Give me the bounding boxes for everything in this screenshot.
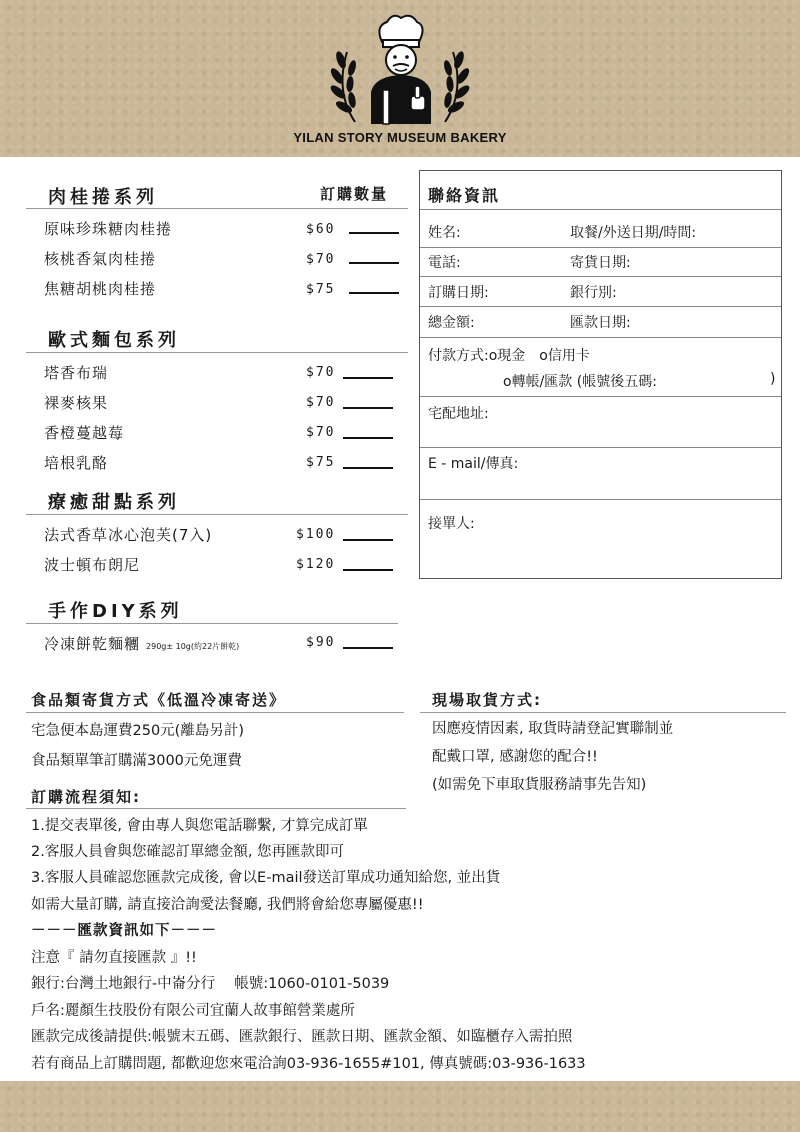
- item-name: 塔香布瑞: [44, 364, 109, 382]
- order-date-label[interactable]: 訂購日期:: [428, 285, 489, 301]
- item-name: 波士頓布朗尼: [44, 556, 141, 574]
- contact-divider: [420, 396, 781, 397]
- quantity-blank[interactable]: [343, 467, 393, 469]
- shipping-title: 食品類寄貨方式《低溫冷凍寄送》: [31, 691, 287, 709]
- receiver-label[interactable]: 接單人:: [428, 516, 475, 532]
- remit-bank: 銀行:台灣土地銀行-中崙分行 帳號:1060-0101-5039: [31, 976, 390, 992]
- quantity-blank[interactable]: [343, 377, 393, 379]
- quantity-blank[interactable]: [343, 569, 393, 571]
- item-name: 原味珍珠糖肉桂捲: [44, 220, 173, 238]
- process-step: 2.客服人員會與您確認訂單總金額, 您再匯款即可: [31, 844, 345, 860]
- brand-name: YILAN STORY MUSEUM BAKERY: [293, 130, 507, 145]
- address-label[interactable]: 宅配地址:: [428, 406, 489, 422]
- item-price: $60: [306, 222, 336, 237]
- contact-divider: [420, 247, 781, 248]
- section-divider: [26, 623, 398, 624]
- footer-band: [0, 1081, 800, 1132]
- phone-label[interactable]: 電話:: [428, 255, 461, 271]
- payment-method-label[interactable]: 付款方式:o現金 o信用卡: [428, 348, 590, 364]
- section-title-desserts: 療癒甜點系列: [48, 492, 180, 513]
- item-name: 核桃香氣肉桂捲: [44, 250, 157, 268]
- shipping-divider: [26, 712, 404, 713]
- item-name-text: 冷凍餅乾麵糰: [44, 635, 141, 653]
- order-quantity-header: 訂購數量: [320, 185, 389, 203]
- contact-divider: [420, 499, 781, 500]
- process-step: 如需大量訂購, 請直接洽詢愛法餐廳, 我們將會給您專屬優惠!!: [31, 897, 424, 913]
- contact-divider: [420, 447, 781, 448]
- pickup-title: 現場取貨方式:: [432, 691, 542, 709]
- item-price: $70: [306, 252, 336, 267]
- contact-title: 聯絡資訊: [428, 186, 501, 205]
- transfer-close-paren: ): [770, 371, 776, 387]
- contact-divider: [420, 337, 781, 338]
- total-label[interactable]: 總金額:: [428, 315, 475, 331]
- section-divider: [26, 514, 408, 515]
- quantity-blank[interactable]: [343, 647, 393, 649]
- section-title-diy: 手作DIY系列: [48, 601, 183, 622]
- process-step: 1.提交表單後, 會由專人與您電話聯繫, 才算完成訂單: [31, 818, 368, 834]
- contact-divider: [420, 276, 781, 277]
- item-price: $90: [306, 635, 336, 650]
- shipping-line: 宅急便本島運費250元(離島另計): [31, 723, 244, 739]
- item-name: 培根乳酪: [44, 454, 109, 472]
- process-step: 3.客服人員確認您匯款完成後, 會以E-mail發送訂單成功通知給您, 並出貨: [31, 870, 501, 886]
- quantity-blank[interactable]: [349, 232, 399, 234]
- pickup-date-label[interactable]: 取餐/外送日期/時間:: [570, 225, 697, 241]
- contact-info-box: [419, 170, 782, 579]
- quantity-blank[interactable]: [343, 407, 393, 409]
- process-title: 訂購流程須知:: [31, 788, 141, 806]
- section-divider: [26, 352, 408, 353]
- quantity-blank[interactable]: [349, 292, 399, 294]
- remit-contact: 若有商品上訂購問題, 都歡迎您來電洽詢03-936-1655#101, 傳真號碼:03-936-1633: [31, 1056, 586, 1072]
- remit-notice: 注意『 請勿直接匯款 』!!: [31, 950, 197, 966]
- transfer-option-label[interactable]: o轉帳/匯款 (帳號後五碼:: [503, 374, 657, 390]
- shipping-line: 食品類單筆訂購滿3000元免運費: [31, 753, 242, 769]
- remit-date-label[interactable]: 匯款日期:: [570, 315, 631, 331]
- quantity-blank[interactable]: [343, 539, 393, 541]
- item-price: $75: [306, 282, 336, 297]
- process-divider: [26, 808, 406, 809]
- item-name: 法式香草冰心泡芙(7入): [44, 526, 213, 544]
- pickup-line: (如需免下車取貨服務請事先告知): [432, 777, 647, 793]
- pickup-divider: [420, 712, 786, 713]
- item-name: [44, 633, 239, 654]
- item-price: $70: [306, 365, 336, 380]
- remit-title: －－－匯款資訊如下－－－: [31, 923, 217, 939]
- remit-after: 匯款完成後請提供:帳號末五碼、匯款銀行、匯款日期、匯款金額、如臨櫃存入需拍照: [31, 1029, 573, 1045]
- section-title-european-bread: 歐式麵包系列: [48, 330, 180, 351]
- bank-label[interactable]: 銀行別:: [570, 285, 617, 301]
- item-name: 焦糖胡桃肉桂捲: [44, 280, 157, 298]
- quantity-blank[interactable]: [343, 437, 393, 439]
- item-name: 香橙蔓越莓: [44, 424, 125, 442]
- item-price: $70: [306, 425, 336, 440]
- section-title-cinnamon: 肉桂捲系列: [48, 187, 158, 208]
- item-price: $75: [306, 455, 336, 470]
- email-fax-label[interactable]: E - mail/傳真:: [428, 456, 519, 472]
- item-price: $100: [296, 527, 336, 542]
- name-label[interactable]: 姓名:: [428, 225, 461, 241]
- remit-account-name: 戶名:麗顏生技股份有限公司宜蘭人故事館營業處所: [31, 1003, 355, 1019]
- ship-date-label[interactable]: 寄貨日期:: [570, 255, 631, 271]
- item-price: $70: [306, 395, 336, 410]
- pickup-line: 因應疫情因素, 取貨時請登記實聯制並: [432, 721, 674, 737]
- contact-divider: [420, 209, 781, 210]
- chef-logo-icon: [325, 12, 475, 128]
- section-divider: [26, 208, 408, 209]
- pickup-line: 配戴口罩, 感謝您的配合!!: [432, 749, 598, 765]
- contact-divider: [420, 306, 781, 307]
- quantity-blank[interactable]: [349, 262, 399, 264]
- item-weight-note: 290g± 10g(約22片餅乾): [146, 642, 240, 651]
- item-price: $120: [296, 557, 336, 572]
- item-name: 裸麥核果: [44, 394, 109, 412]
